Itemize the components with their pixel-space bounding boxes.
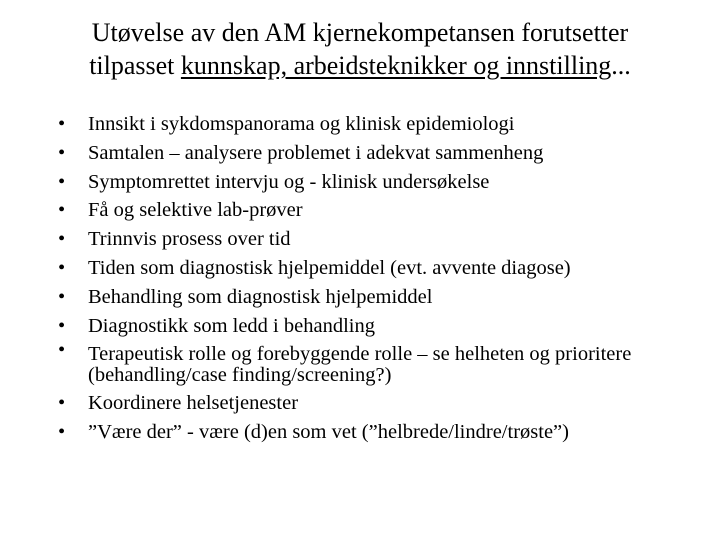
title-line-2-suffix: ... [611, 51, 631, 80]
bullet-text: Diagnostikk som ledd i behandling [88, 314, 375, 337]
title-underlined-phrase: kunnskap, arbeidsteknikker og innstilling [180, 51, 612, 80]
title-line-2-prefix: tilpasset [89, 51, 181, 80]
bullet-icon: • [58, 314, 66, 337]
bullet-item [52, 254, 692, 283]
bullet-text: Trinnvis prosess over tid [88, 228, 291, 251]
bullet-text: Innsikt i sykdomspanorama og klinisk epidemiologi [88, 113, 515, 135]
bullet-text: Koordinere helsetjenester [88, 391, 299, 414]
bullet-item [52, 196, 692, 225]
bullet-icon: • [58, 113, 66, 135]
bullet-icon: • [58, 285, 66, 308]
bullet-icon: • [58, 141, 66, 164]
bullet-item [52, 139, 692, 168]
bullet-item [52, 340, 692, 389]
bullet-item [52, 225, 692, 254]
bullet-item [52, 418, 692, 447]
title-line-1: Utøvelse av den AM kjernekompetansen forutsetter [91, 18, 629, 47]
bullet-icon: • [58, 256, 66, 279]
bullet-icon: • [58, 391, 66, 414]
bullet-item [52, 283, 692, 312]
bullet-text: Terapeutisk rolle og forebyggende rolle – se helheten og prioritere (behandling/case finding/screening?) [88, 342, 632, 387]
bullet-text: Symptomrettet intervju og - klinisk undersøkelse [88, 170, 490, 193]
bullet-item [52, 312, 692, 341]
bullet-text: ”Være der” - være (d)en som vet (”helbrede/lindre/trøste”) [88, 420, 569, 443]
bullet-icon: • [58, 420, 66, 443]
bullet-item [52, 168, 692, 197]
bullet-list [52, 110, 692, 446]
slide-title [20, 16, 700, 82]
bullet-icon: • [58, 339, 66, 362]
bullet-icon: • [58, 199, 66, 222]
bullet-text: Få og selektive lab-prøver [88, 199, 303, 222]
bullet-text: Tiden som diagnostisk hjelpemiddel (evt. avvente diagose) [88, 256, 571, 279]
bullet-item [52, 110, 692, 139]
bullet-text: Samtalen – analysere problemet i adekvat sammenheng [88, 141, 544, 164]
bullet-icon: • [58, 228, 66, 251]
bullet-icon: • [58, 170, 66, 193]
bullet-item [52, 389, 692, 418]
bullet-text: Behandling som diagnostisk hjelpemiddel [88, 285, 433, 308]
